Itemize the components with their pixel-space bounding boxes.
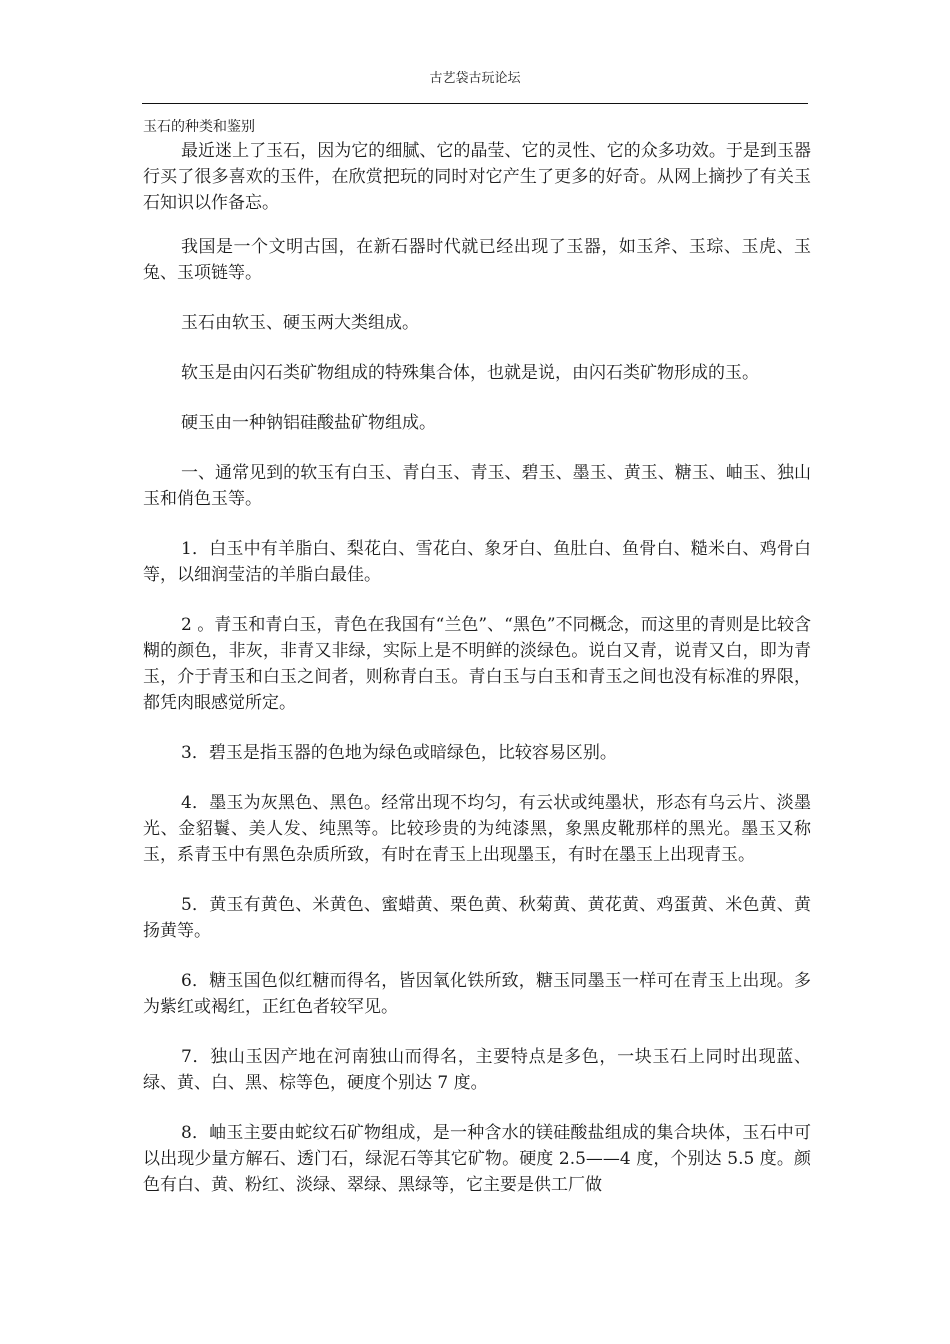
paragraph-intro: 最近迷上了玉石，因为它的细腻、它的晶莹、它的灵性、它的众多功效。于是到玉器行买了很多喜欢的玉件，在欣赏把玩的同时对它产生了更多的好奇。从网上摘抄了有关玉石知识以作备忘。 [143, 141, 811, 213]
paragraph-soft-jade: 软玉是由闪石类矿物组成的特殊集合体，也就是说，由闪石类矿物形成的玉。 [181, 363, 759, 383]
paragraph-section-one: 一、通常见到的软玉有白玉、青白玉、青玉、碧玉、墨玉、黄玉、糖玉、岫玉、独山玉和俏色玉等。 [143, 463, 811, 509]
document-title: 玉石的种类和鉴别 [143, 119, 255, 135]
page-header-site-name: 古艺袋古玩论坛 [429, 71, 521, 86]
paragraph-history: 我国是一个文明古国，在新石器时代就已经出现了玉器，如玉斧、玉琮、玉虎、玉兔、玉项链等。 [143, 237, 811, 283]
paragraph-item-7: 7．独山玉因产地在河南独山而得名，主要特点是多色，一块玉石上同时出现蓝、绿、黄、白、黑、棕等色，硬度个别达 7 度。 [143, 1047, 811, 1093]
paragraph-item-8: 8．岫玉主要由蛇纹石矿物组成，是一种含水的镁硅酸盐组成的集合块体，玉石中可以出现少量方解石、透门石，绿泥石等其它矿物。硬度 2.5——4 度，个别达 5.5 度。颜色有白、黄、粉红、淡绿、翠绿、黑绿等，它主要是供工厂做 [143, 1123, 811, 1195]
paragraph-hard-jade: 硬玉由一种钠铝硅酸盐矿物组成。 [181, 413, 436, 433]
paragraph-item-4: 4．墨玉为灰黑色、黑色。经常出现不均匀，有云状或纯墨状，形态有乌云片、淡墨光、金貂鬟、美人发、纯黑等。比较珍贵的为纯漆黑，象黑皮靴那样的黑光。墨玉又称玉，系青玉中有黑色杂质所致，有时在青玉上出现墨玉，有时在墨玉上出现青玉。 [143, 793, 811, 865]
paragraph-item-5: 5．黄玉有黄色、米黄色、蜜蜡黄、栗色黄、秋菊黄、黄花黄、鸡蛋黄、米色黄、黄扬黄等。 [143, 895, 811, 941]
document-body [143, 138, 811, 1222]
paragraph-item-2: 2 。青玉和青白玉，青色在我国有“兰色”、“黑色”不同概念，而这里的青则是比较含糊的颜色，非灰，非青又非绿，实际上是不明鲜的淡绿色。说白又青，说青又白，即为青玉，介于青玉和白玉之间者，则称青白玉。青白玉与白玉和青玉之间也没有标准的界限，都凭肉眼感觉所定。 [143, 615, 811, 713]
paragraph-composition: 玉石由软玉、硬玉两大类组成。 [181, 313, 419, 333]
header-divider [142, 103, 808, 104]
paragraph-item-3: 3．碧玉是指玉器的色地为绿色或暗绿色，比较容易区别。 [181, 743, 617, 763]
paragraph-item-6: 6．糖玉国色似红糖而得名，皆因氧化铁所致，糖玉同墨玉一样可在青玉上出现。多为紫红或褐红，正红色者较罕见。 [143, 971, 811, 1017]
paragraph-item-1: 1．白玉中有羊脂白、梨花白、雪花白、象牙白、鱼肚白、鱼骨白、糙米白、鸡骨白等，以细润莹洁的羊脂白最佳。 [143, 539, 811, 585]
